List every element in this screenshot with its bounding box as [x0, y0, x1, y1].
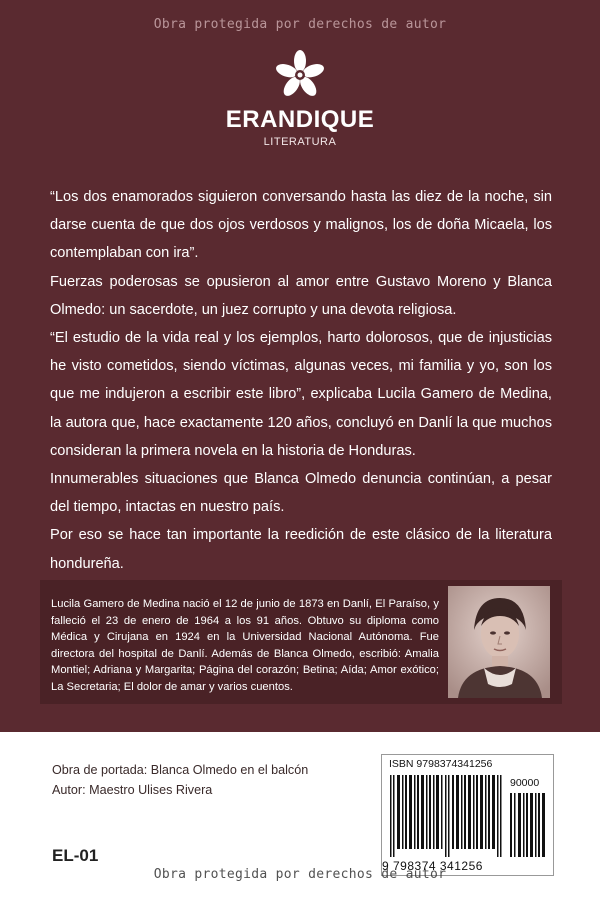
isbn-digits: 9 798374 341256: [382, 859, 483, 873]
publisher-logo: [0, 50, 600, 148]
cover-art-credit: Obra de portada: Blanca Olmedo en el balcón: [52, 763, 309, 777]
watermark-top: Obra protegida por derechos de autor: [153, 17, 447, 32]
synopsis-paragraph: “Los dos enamorados siguieron conversando hasta las diez de la noche, sin darse cuenta de que dos ojos verdosos y malignos, los de doña Micaela, los contemplaban con ira”.: [50, 189, 552, 262]
price-addon-label: 90000: [510, 777, 540, 789]
main-barcode: [390, 775, 504, 857]
watermark-bottom: Obra protegida por derechos de autor: [153, 867, 447, 882]
isbn-barcode: [381, 754, 554, 876]
edition-code: EL-01: [52, 846, 99, 865]
author-bio-box: [40, 580, 562, 704]
flower-icon: [275, 50, 325, 100]
synopsis-paragraph: “El estudio de la vida real y los ejemplos, harto dolorosos, que de injusticias he visto cometidos, siendo víctimas, algunas veces, mi familia y yo, son los que me indujeron a escribir este libro”, explicaba Lucila Gamero de Medina, la autora que, hace exactamente 120 años, concluyó en Danlí la que muchos consideran la primera novela en la historia de Honduras.: [50, 330, 552, 459]
cover-credits: [52, 760, 308, 800]
cover-author-credit: Autor: Maestro Ulises Rivera: [52, 783, 213, 797]
synopsis: [50, 183, 552, 578]
author-bio: Lucila Gamero de Medina nació el 12 de junio de 1873 en Danlí, El Paraíso, y falleció el 23 de enero de 1964 a los 91 años. Obtuvo su diploma como Médica y Cirujana en 1924 en la Universidad Nacional Autónoma. Fue directora del hospital de Danlí. Además de Blanca Olmedo, escribió: Amalia Montiel; Adriana y Margarita; Página del corazón; Betina; Aída; Amor exótico; La Secretaria; El dolor de amar y varios cuentos.: [51, 598, 439, 693]
synopsis-paragraph: Innumerables situaciones que Blanca Olmedo denuncia continúan, a pesar del tiempo, intactas en nuestro país.: [50, 471, 552, 516]
isbn-label: ISBN 9798374341256: [389, 758, 493, 770]
addon-barcode: [510, 793, 546, 857]
publisher-name: ERANDIQUE: [225, 106, 375, 133]
synopsis-paragraph: Por eso se hace tan importante la reedición de este clásico de la literatura hondureña.: [50, 527, 552, 572]
synopsis-paragraph: Fuerzas poderosas se opusieron al amor entre Gustavo Moreno y Blanca Olmedo: un sacerdote, un juez corrupto y una devota religiosa.: [50, 273, 552, 318]
author-portrait: [448, 586, 550, 698]
publisher-subtitle: LITERATURA: [263, 136, 337, 148]
